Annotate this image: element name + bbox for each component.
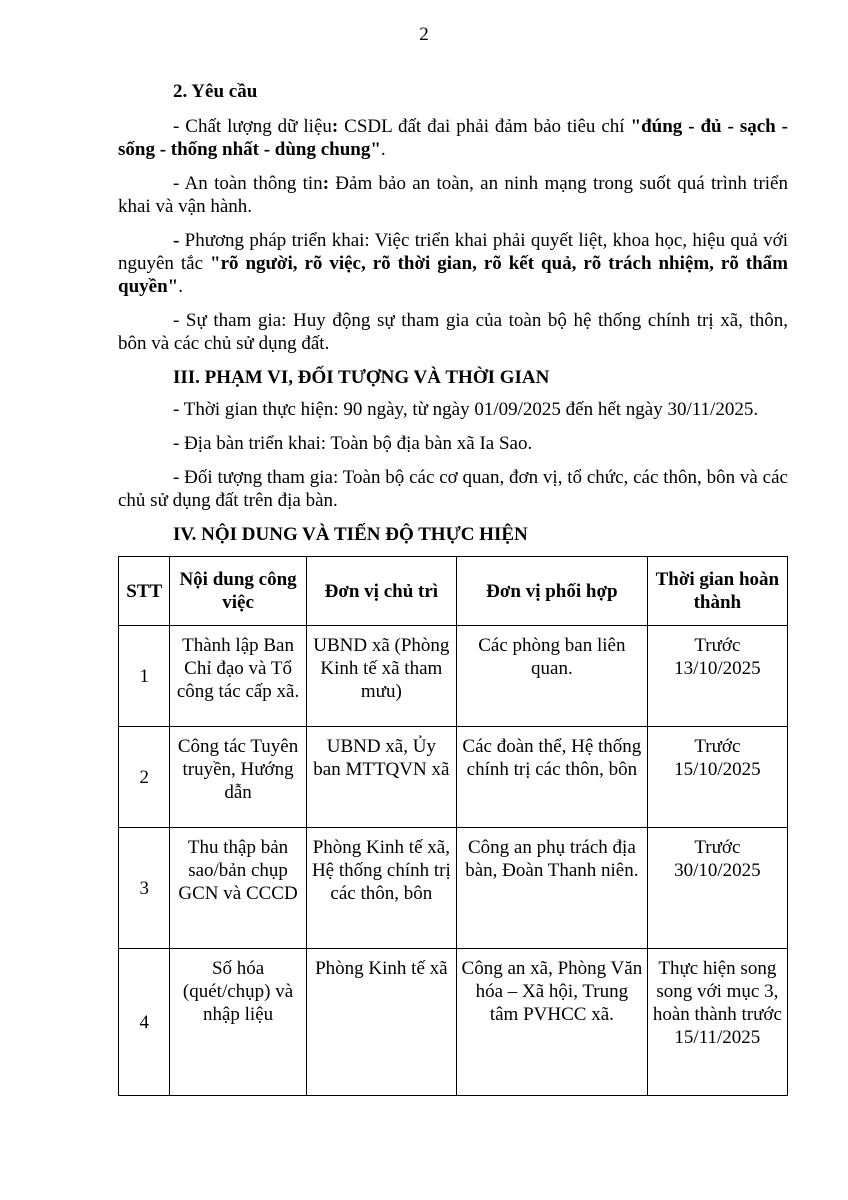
cell-lead-unit: Phòng Kinh tế xã, Hệ thống chính trị các thôn, bôn [306,828,456,949]
cell-lead-unit: UBND xã (Phòng Kinh tế xã tham mưu) [306,626,456,727]
cell-coordinating-unit: Công an xã, Phòng Văn hóa – Xã hội, Trung tâm PVHCC xã. [457,949,648,1096]
table-row [119,626,788,727]
requirement-data-quality: - Chất lượng dữ liệu: CSDL đất đai phải đảm bảo tiêu chí "đúng - đủ - sạch - sống - thống nhất - dùng chung". [118,116,788,160]
cell-stt: 3 [119,828,170,949]
cell-deadline: Trước 13/10/2025 [647,626,787,727]
cell-lead-unit: UBND xã, Ủy ban MTTQVN xã [306,727,456,828]
section-2-heading: 2. Yêu cầu [173,81,258,102]
header-coordinating-unit: Đơn vị phối hợp [457,557,648,626]
table-row [119,828,788,949]
cell-deadline: Trước 30/10/2025 [647,828,787,949]
cell-coordinating-unit: Các phòng ban liên quan. [457,626,648,727]
header-lead-unit: Đơn vị chủ trì [306,557,456,626]
cell-task: Thành lập Ban Chỉ đạo và Tổ công tác cấp xã. [170,626,306,727]
scope-area: - Địa bàn triển khai: Toàn bộ địa bàn xã Ia Sao. [173,433,533,454]
table-row [119,727,788,828]
requirement-participation: - Sự tham gia: Huy động sự tham gia của toàn bộ hệ thống chính trị xã, thôn, bôn và các chủ sử dụng đất. [118,310,788,354]
cell-coordinating-unit: Công an phụ trách địa bàn, Đoàn Thanh niên. [457,828,648,949]
cell-task: Số hóa (quét/chụp) và nhập liệu [170,949,306,1096]
cell-coordinating-unit: Các đoàn thể, Hệ thống chính trị các thôn, bôn [457,727,648,828]
cell-lead-unit: Phòng Kinh tế xã [306,949,456,1096]
header-task: Nội dung công việc [170,557,306,626]
cell-stt: 1 [119,626,170,727]
requirement-info-security: - An toàn thông tin: Đảm bảo an toàn, an ninh mạng trong suốt quá trình triển khai và vận hành. [118,173,788,217]
cell-task: Thu thập bản sao/bản chụp GCN và CCCD [170,828,306,949]
page-number: 2 [419,24,429,45]
scope-time: - Thời gian thực hiện: 90 ngày, từ ngày 01/09/2025 đến hết ngày 30/11/2025. [173,399,759,420]
cell-deadline: Thực hiện song song với mục 3, hoàn thành trước 15/11/2025 [647,949,787,1096]
schedule-table [118,556,788,1096]
table-row [119,949,788,1096]
cell-stt: 2 [119,727,170,828]
cell-task: Công tác Tuyên truyền, Hướng dẫn [170,727,306,828]
document-body [118,80,788,1096]
section-3-heading: III. PHẠM VI, ĐỐI TƯỢNG VÀ THỜI GIAN [173,367,550,388]
scope-participants: - Đối tượng tham gia: Toàn bộ các cơ quan, đơn vị, tổ chức, các thôn, bôn và các chủ sử dụng đất trên địa bàn. [118,467,788,511]
section-4-heading: IV. NỘI DUNG VÀ TIẾN ĐỘ THỰC HIỆN [173,524,528,545]
header-deadline: Thời gian hoàn thành [647,557,787,626]
header-stt: STT [119,557,170,626]
cell-deadline: Trước 15/10/2025 [647,727,787,828]
table-header-row [119,557,788,626]
cell-stt: 4 [119,949,170,1096]
requirement-method: - Phương pháp triển khai: Việc triển khai phải quyết liệt, khoa học, hiệu quả với nguyên tắc "rõ người, rõ việc, rõ thời gian, rõ kết quả, rõ trách nhiệm, rõ thẩm quyền". [118,230,789,297]
